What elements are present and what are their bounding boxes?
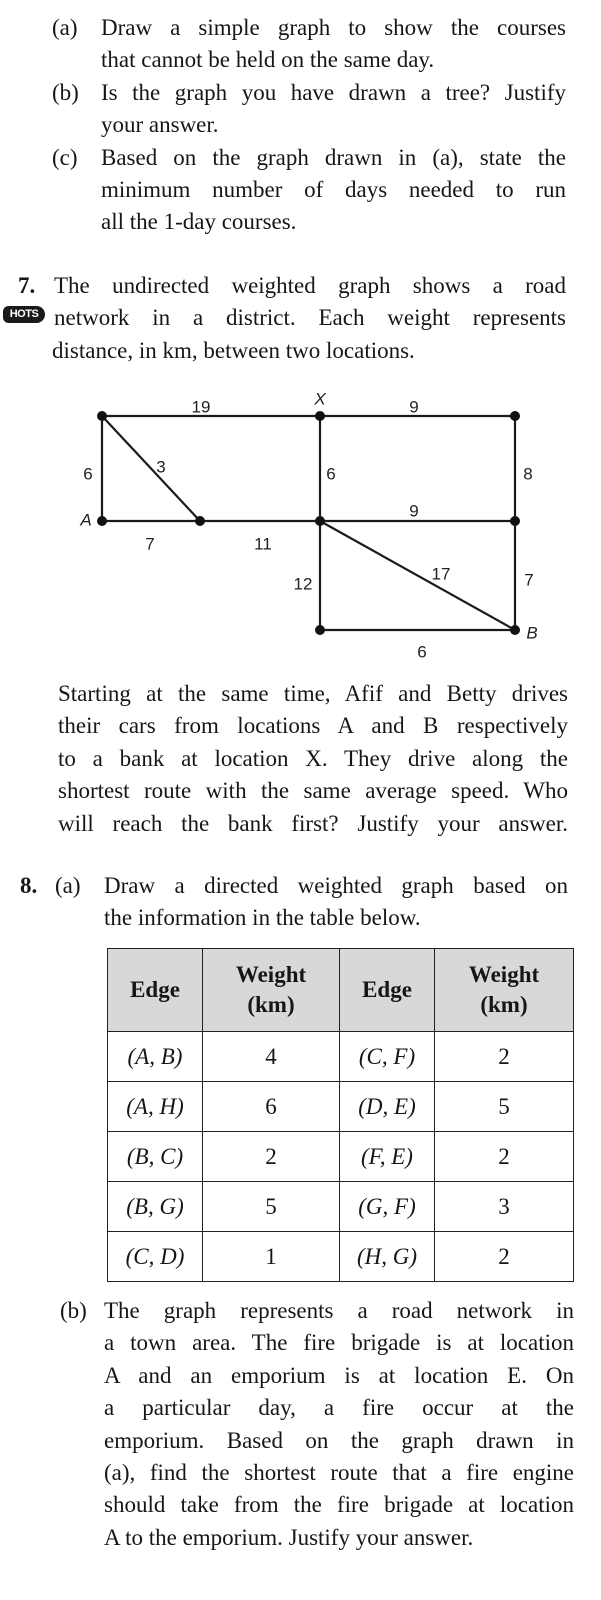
edge-cell: (C, D) [108,1232,203,1282]
graph-edge [320,521,515,630]
edge-cell: (B, G) [108,1182,203,1232]
weight-cell: 2 [203,1132,340,1182]
question-line: emporium. Based on the graph drawn in [104,1427,574,1453]
question-line: the information in the table below. [104,905,421,931]
edge-weight-label: 6 [417,642,427,662]
question-line: their cars from locations A and B respectively [58,713,568,739]
node-label-b: B [526,623,538,643]
question-line: a particular day, a fire occur at the [104,1395,574,1421]
question-line: minimum number of days needed to run [101,177,566,202]
graph-node [97,516,107,526]
table-row [108,1082,574,1132]
edge-weight-label: 3 [156,457,166,477]
edge-weight-label: 17 [431,564,451,584]
question-number: 7. [18,273,36,298]
weight-cell: 3 [435,1182,574,1232]
edge-weight-label: 9 [409,397,419,417]
question-line: your answer. [101,112,219,138]
question-line: will reach the bank first? Justify your answer. [58,810,568,836]
question-line: Draw a simple graph to show the courses [101,15,566,40]
table-row [108,1232,574,1282]
question-line: Draw a directed weighted graph based on [104,873,568,898]
question-line: (a), find the shortest route that a fire engine [104,1460,574,1485]
edge-weight-label: 19 [191,397,211,417]
graph-node [97,411,107,421]
question-line: The undirected weighted graph shows a road [54,273,566,298]
edge-weight-label: 11 [254,534,272,554]
table-row [108,1132,574,1182]
edge-weight-label: 6 [326,464,336,484]
header-weight: Weight (km) [435,949,574,1032]
question-number: 8. [20,873,38,898]
graph-node [510,516,520,526]
part-label: (a) [52,15,78,40]
question-line: to a bank at location X. They drive along the [58,745,568,771]
question-line: distance, in km, between two locations. [52,337,415,363]
node-label-a: A [80,510,92,530]
graph-node [510,411,520,421]
edge-weight-table [107,948,574,1282]
question-line: shortest route with the same average speed. Who [58,778,568,804]
question-line: a town area. The fire brigade is at location [104,1330,574,1356]
graph-node [315,516,325,526]
question-line: Is the graph you have drawn a tree? Justify [101,79,566,105]
graph-edge [102,416,200,521]
edge-cell: (A, H) [108,1082,203,1132]
edge-weight-label: 8 [523,464,533,484]
question-line: A and an emporium is at location E. On [104,1362,574,1388]
part-label: (c) [52,144,78,170]
question-line: that cannot be held on the same day. [101,47,435,73]
table-header-row [108,949,574,1032]
edge-cell: (C, F) [340,1032,435,1082]
graph-node [510,625,520,635]
edge-cell: (H, G) [340,1232,435,1282]
table-row [108,1182,574,1232]
question-line: should take from the fire brigade at location [104,1492,574,1518]
edge-cell: (G, F) [340,1182,435,1232]
question-line: network in a district. Each weight represents [54,305,566,331]
header-edge: Edge [108,949,203,1032]
edge-cell: (F, E) [340,1132,435,1182]
weight-cell: 2 [435,1132,574,1182]
weight-cell: 5 [203,1182,340,1232]
part-label: (b) [52,79,79,105]
weight-cell: 6 [203,1082,340,1132]
table-row [108,1032,574,1082]
weight-cell: 4 [203,1032,340,1082]
question-line: A to the emporium. Justify your answer. [104,1524,474,1550]
edge-cell: (A, B) [108,1032,203,1082]
graph-node [195,516,205,526]
header-edge: Edge [340,949,435,1032]
weight-cell: 2 [435,1232,574,1282]
edge-weight-label: 12 [293,574,313,594]
part-label: (b) [60,1298,87,1323]
question-line: all the 1-day courses. [101,209,297,235]
edge-weight-label: 7 [145,534,155,554]
header-weight: Weight (km) [203,949,340,1032]
edge-weight-label: 6 [83,464,93,484]
edge-weight-label: 7 [524,570,534,590]
part-label: (a) [55,873,81,898]
weight-cell: 2 [435,1032,574,1082]
node-label-x: X [314,389,326,409]
edge-weight-label: 9 [409,501,419,521]
graph-node [315,625,325,635]
weight-cell: 5 [435,1082,574,1132]
question-line: Based on the graph drawn in (a), state the [101,144,566,170]
graph-node [315,411,325,421]
edge-cell: (D, E) [340,1082,435,1132]
edge-cell: (B, C) [108,1132,203,1182]
question-line: Starting at the same time, Afif and Betty drives [58,681,568,706]
hots-badge: HOTS [3,306,45,323]
weight-cell: 1 [203,1232,340,1282]
road-network-graph [0,385,601,665]
question-line: The graph represents a road network in [104,1298,574,1323]
